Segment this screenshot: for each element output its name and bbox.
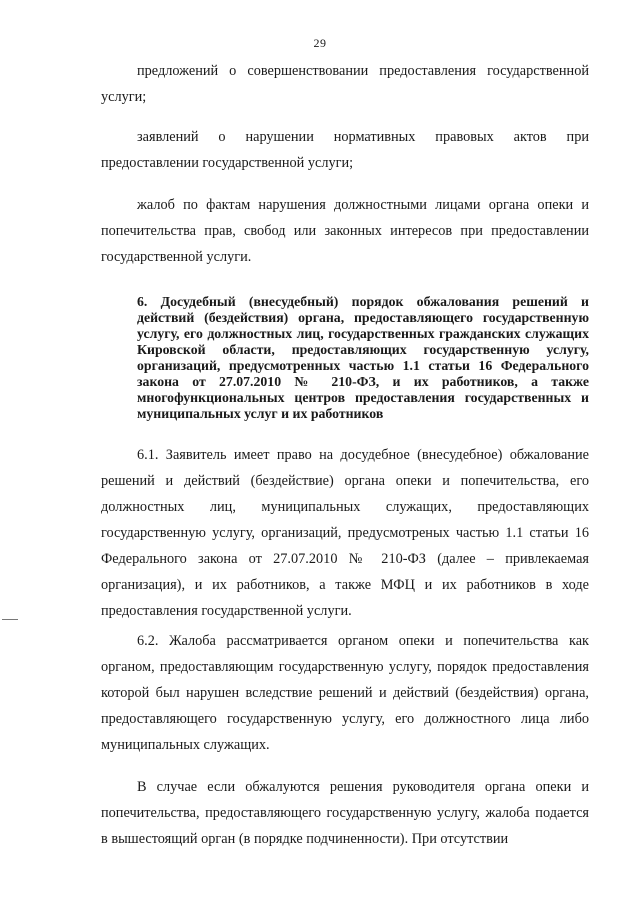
intro-paragraph-1: предложений о совершенствовании предоставления государственной услуги;: [101, 63, 589, 105]
section-title: Досудебный (внесудебный) порядок обжалования решений и действий (бездействия) органа, предоставляющего государственную услугу, его должностных лиц, государственных гражданских служащих Кировской области, предоставляющих государственную услугу, организаций, предусмотренных частью 1.1 статьи 16 Федерального закона от 27.07.2010 № 210-ФЗ, и их работников, а также многофункциональных центров предоставления государственных и муниципальных услуг и их работников: [137, 294, 590, 421]
section-number: 6.: [137, 294, 148, 309]
document-body: [101, 58, 589, 852]
page-number: 29: [313, 36, 327, 50]
paragraph-appeal-to-superior: В случае если обжалуются решения руководителя органа опеки и попечительства, предоставляющего государственную услугу, жалоба подается в вышестоящий орган (в порядке подчиненности). При отсутствии: [101, 779, 589, 847]
paragraph-6-2: 6.2. Жалоба рассматривается органом опеки и попечительства как органом, предоставляющим государственную услугу, порядок предоставления которой был нарушен вследствие решений и действий (бездействия) органа, предоставляющего государственную услугу, его должностного лица либо муниципальных служащих.: [101, 633, 589, 753]
intro-paragraph-2: заявлений о нарушении нормативных правовых актов при предоставлении государственной услуги;: [101, 129, 589, 171]
paragraph-6-1: 6.1. Заявитель имеет право на досудебное (внесудебное) обжалование решений и действий (бездействие) органа опеки и попечительства, его должностных лиц, муниципальных служащих, предоставляющих государственную услугу, организаций, предусмотреных частью 1.1 статьи 16 Федерального закона от 27.07.2010 № 210-ФЗ (далее – привлекаемая организация), и их работников, а также МФЦ и их работников в ходе предоставления государственной услуги.: [101, 447, 589, 619]
scan-artifact: [2, 619, 18, 620]
intro-paragraph-3: жалоб по фактам нарушения должностными лицами органа опеки и попечительства прав, свобод или законных интересов при предоставлении государственной услуги.: [101, 197, 589, 265]
section-heading: [101, 294, 589, 422]
